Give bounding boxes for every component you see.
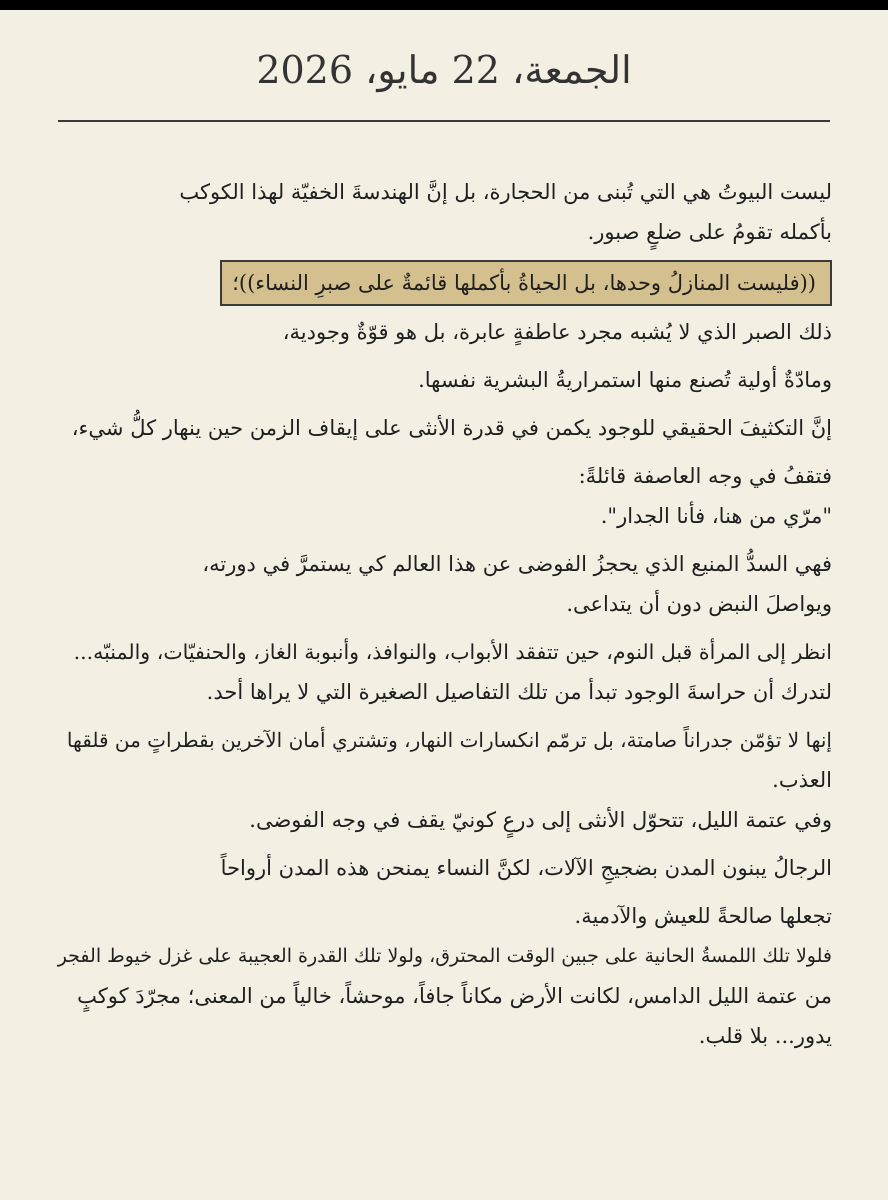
text-line: الرجالُ يبنون المدن بضجيجِ الآلات، لكنَّ النساء يمنحن هذه المدن أرواحاً	[220, 856, 832, 880]
text-line: ذلك الصبر الذي لا يُشبه مجرد عاطفةٍ عابرة، بل هو قوّةٌ وجودية،	[282, 320, 832, 344]
paragraph-gap	[56, 888, 832, 896]
paragraph-gap	[56, 536, 832, 544]
text-line: من عتمة الليل الدامس، لكانت الأرض مكاناً جافاً، موحشاً، خالياً من المعنى؛ مجرّدَ كوكبٍ	[77, 984, 832, 1008]
text-line: "مرّي من هنا، فأنا الجدار".	[600, 504, 832, 528]
top-bar	[0, 0, 888, 10]
text-line: تجعلها صالحةً للعيش والآدمية.	[574, 904, 832, 928]
title-divider	[58, 120, 830, 122]
text-line: انظر إلى المرأة قبل النوم، حين تتفقد الأبواب، والنوافذ، وأنبوبة الغاز، والحنفيّات، والمنبّه...	[73, 640, 832, 664]
highlighted-quote-line	[56, 260, 832, 306]
text-line: فهي السدُّ المنيع الذي يحجزُ الفوضى عن هذا العالم كي يستمرَّ في دورته،	[202, 552, 832, 576]
text-line: ومادّةٌ أولية تُصنع منها استمراريةُ البشرية نفسها.	[418, 368, 832, 392]
text-line: فلولا تلك اللمسةُ الحانية على جبين الوقت المحترق، ولولا تلك القدرة العجيبة على غزل خيوط الفجر	[57, 945, 832, 967]
text-line: إنَّ التكثيفَ الحقيقي للوجود يكمن في قدرة الأنثى على إيقاف الزمن حين ينهار كلُّ شيء،	[71, 416, 832, 440]
text-line: بأكمله تقومُ على ضلعٍ صبور.	[587, 220, 832, 244]
text-line: ليست البيوتُ هي التي تُبنى من الحجارة، بل إنَّ الهندسةَ الخفيّة لهذا الكوكب	[179, 180, 832, 204]
text-line: لتدرك أن حراسةَ الوجود تبدأ من تلك التفاصيل الصغيرة التي لا يراها أحد.	[206, 680, 832, 704]
paragraph-gap	[56, 400, 832, 408]
text-line: إنها لا تؤمّن جدراناً صامتة، بل ترمّم انكسارات النهار، وتشتري أمان الآخرين بقطراتٍ من قلقها	[66, 728, 832, 752]
text-line: العذب.	[772, 768, 832, 792]
paragraph-gap	[56, 840, 832, 848]
paragraph-gap	[56, 352, 832, 360]
paragraph-gap	[56, 624, 832, 632]
text-line: يدور... بلا قلب.	[698, 1024, 832, 1048]
paragraph-gap	[56, 448, 832, 456]
text-line: وفي عتمة الليل، تتحوّل الأنثى إلى درعٍ كونيّ يقف في وجه الفوضى.	[249, 808, 832, 832]
page-title: الجمعة، 22 مايو، 2026	[256, 48, 632, 92]
highlighted-quote: ((فليست المنازلُ وحدها، بل الحياةُ بأكملها قائمةٌ على صبرِ النساء))؛	[220, 260, 832, 306]
paragraph-gap	[56, 712, 832, 720]
article-body	[56, 172, 832, 1056]
text-line: فتقفُ في وجه العاصفة قائلةً:	[578, 464, 832, 488]
text-line: ويواصلَ النبض دون أن يتداعى.	[566, 592, 832, 616]
